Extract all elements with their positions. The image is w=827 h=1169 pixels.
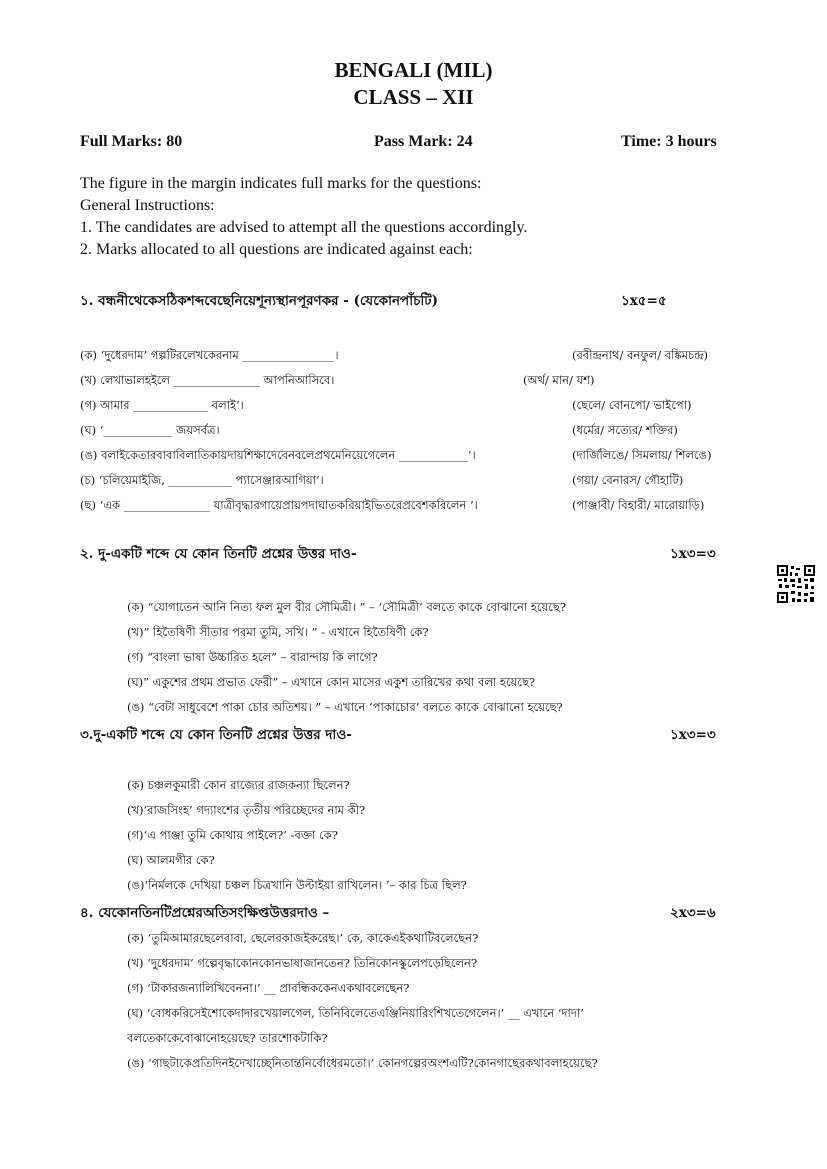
q1-item-options: (রবীন্দ্রনাথ/ বনফুল/ বঙ্কিমচন্দ্র) xyxy=(572,348,709,362)
class-title: CLASS – XII xyxy=(353,85,474,109)
q4-item: (গ) ‘টাকারজন্যালিখিবেননা।’ __ প্রাবন্ধিককেনএকথাবলেছেন? xyxy=(127,981,410,995)
question-3-marks: ১x৩=৩ xyxy=(670,727,716,743)
q3-item: (খ)‘রাজসিংহ’ গদ্যাংশের তৃতীয় পরিচ্ছেদের নাম কী? xyxy=(127,803,366,817)
question-4-heading: ৪. যেকোনতিনটিপ্রশ্নেরঅতিসংক্ষিপ্তউত্তরদাও – xyxy=(80,905,330,921)
q4-item-continued: বলতেকাকেবোঝানোহয়েছে? তারশোকটাকি? xyxy=(127,1031,328,1045)
q4-item: (ক) ‘তুমিআমারছেলেবাবা, ছেলেরকাজইকরেছ।’ কে, কাকেএইকথাটিবলেছেন? xyxy=(127,931,479,945)
q4-item: (খ) ‘দুধেরদাম’ গল্পেবৃদ্ধাকোনকোনভাষাজানতেন? তিনিকোনস্কুলেপড়েছিলেন? xyxy=(127,956,478,970)
instruction-line: The figure in the margin indicates full marks for the questions: xyxy=(80,175,482,192)
instruction-line: 1. The candidates are advised to attempt all the questions accordingly. xyxy=(80,219,528,236)
q1-item: (ঘ) ‘____________ জয়সর্বত্র। xyxy=(80,423,220,437)
subject-title: BENGALI (MIL) xyxy=(334,58,493,82)
qr-code-icon xyxy=(776,564,816,604)
question-2-marks: ১x৩=৩ xyxy=(670,546,716,562)
q1-item-options: (অর্থ/ মান/ যশ) xyxy=(523,373,595,387)
q1-item-options: (ধর্মের/ সত্যের/ শক্তির) xyxy=(572,423,678,437)
q1-item-options: (গয়া/ বেনারস/ গৌহাটি) xyxy=(572,473,684,487)
full-marks: Full Marks: 80 xyxy=(80,133,183,150)
question-2-heading: ২. দু-একটি শব্দে যে কোন তিনটি প্রশ্নের উত্তর দাও- xyxy=(80,546,357,562)
q1-item: (ঙ) বলাইকেতারবাবাবিলাতিকায়দায়শিক্ষাদেবেনবলেপ্রথমেনিয়েগেলেন ____________’। xyxy=(80,448,476,462)
q1-item-options: (ছেলে/ বোনপো/ ভাইপো) xyxy=(572,398,692,412)
q3-item: (ঙ)‘নির্মলকে দেখিয়া চঞ্চল চিত্রখানি উল্টাইয়া রাখিলেন। ’– কার চিত্র ছিল? xyxy=(127,878,467,892)
q1-item: (ছ) ‘এক _______________ যাত্রীবৃদ্ধারগায়েপ্রায়পদাঘাতকরিয়াইভিতরেপ্রবেশকরিলেন ’। xyxy=(80,498,478,512)
question-1-marks: ১x৫=৫ xyxy=(621,293,667,309)
q2-item: (খ)” হিতৈষিণী সীতার পরমা তুমি, সখি। ” - এখানে হিতৈষিণী কে? xyxy=(127,625,429,639)
q1-item: (ক) ‘দুধেরদাম’ গল্পটিরলেখকেরনাম ________________। xyxy=(80,348,339,362)
q4-item: (ঙ) ‘গাছটাকেপ্রতিদিনইদেখাচ্ছেনিতান্তনির্বোধেরমতো।’ কোনগল্পেরঅংশএটি?কোনগাছেরকথাবলাহয়েছে? xyxy=(127,1056,598,1070)
question-4-marks: ২x৩=৬ xyxy=(670,905,716,921)
q1-item: (চ) ‘চলিয়েমাইজি, ___________ প্যাসেঞ্জারআগিয়া’। xyxy=(80,473,324,487)
q1-item: (গ) আমার _____________ বলাই’। xyxy=(80,398,244,412)
q4-item: (ঘ) ‘বোধকরিসেইশোকেদাদারখেয়ালগেল, তিনিবিলেতেএঞ্জিনিয়ারিংশিখতেগেলেন।’ __ এখানে ‘দাদা’ xyxy=(127,1006,584,1020)
instruction-line: 2. Marks allocated to all questions are indicated against each: xyxy=(80,241,473,258)
q1-item-options: (দার্জিলিঙে/ সিমলায়/ শিলঙে) xyxy=(572,448,712,462)
q2-item: (ঘ)” একুশের প্রথম প্রভাত ফেরী” – এখানে কোন মাসের একুশ তারিখের কথা বলা হয়েছে? xyxy=(127,675,536,689)
q1-item-options: (পাঞ্জাবী/ বিহারী/ মারোয়াড়ি) xyxy=(572,498,705,512)
q2-item: (গ) “বাংলা ভাষা উচ্চারিত হলে” – বারান্দায় কি লাগে? xyxy=(127,650,378,664)
time-allowed: Time: 3 hours xyxy=(621,133,717,150)
q3-item: (ঘ) আলমগীর কে? xyxy=(127,853,215,867)
q2-item: (ঙ) “বেটা সাধুবেশে পাকা চোর অতিশয়। ” – এখানে ‘পাকাচোর’ বলতে কাকে বোঝানো হয়েছে? xyxy=(127,700,563,714)
question-3-heading: ৩.দু-একটি শব্দে যে কোন তিনটি প্রশ্নের উত্তর দাও- xyxy=(80,727,352,743)
q2-item: (ক) “যোগাতেন আনি নিত্য ফল মুল বীর সৌমিত্রী। ” – ‘সৌমিত্রী’ বলতে কাকে বোঝানো হয়েছে? xyxy=(127,600,567,614)
pass-mark: Pass Mark: 24 xyxy=(374,133,473,150)
q1-item: (খ) লেখাভালহইলে _______________ আপনিআসিবে। xyxy=(80,373,335,387)
instruction-line: General Instructions: xyxy=(80,197,215,214)
question-1-heading: ১. বন্ধনীথেকেসঠিকশব্দবেছেনিয়েশূন্যস্থানপূরণকর - (যেকোনপাঁচটি) xyxy=(80,293,439,309)
q3-item: (গ)‘এ পাঞ্জা তুমি কোথায় পাইলে?’ -বক্তা কে? xyxy=(127,828,338,842)
q3-item: (ক) চঞ্চলকুমারী কোন রাজ্যের রাজকন্যা ছিলেন? xyxy=(127,778,350,792)
